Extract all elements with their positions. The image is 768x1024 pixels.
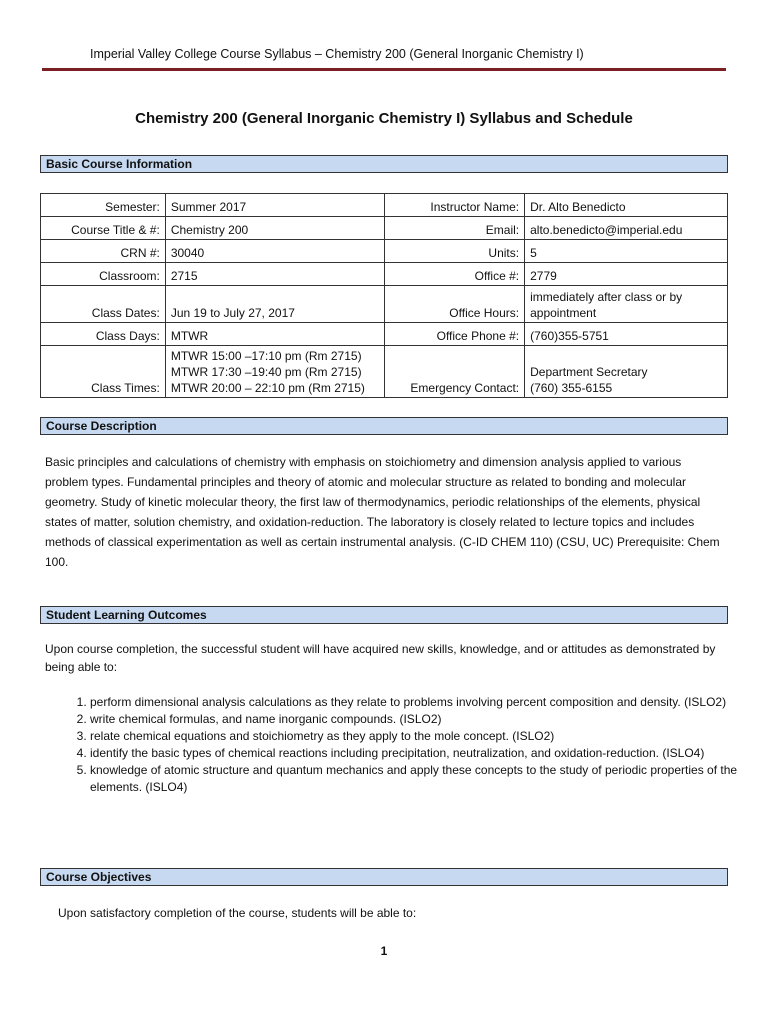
list-item: 5. knowledge of atomic structure and quantum mechanics and apply these concepts to the study of periodic properties of the elements. (ISLO4) [90,762,768,796]
learning-outcomes-intro: Upon course completion, the successful student will have acquired new skills, knowledge, and or attitudes as demonstrated by being able to: [45,642,716,674]
table-row [41,323,728,346]
running-header: Imperial Valley College Course Syllabus – Chemistry 200 (General Inorganic Chemistry I) [90,47,584,61]
info-label: Office Phone #: [385,323,525,346]
info-label: Class Days: [41,323,166,346]
table-row [41,286,728,323]
info-value: (760)355-5751 [525,323,728,346]
info-label: Instructor Name: [385,194,525,217]
info-value: 5 [525,240,728,263]
list-item: 4. identify the basic types of chemical reactions including precipitation, neutralization, and oxidation-reduction. (ISLO4) [90,745,768,762]
info-label: Email: [385,217,525,240]
list-item: 2. write chemical formulas, and name inorganic compounds. (ISLO2) [90,711,768,728]
header-rule [42,68,726,71]
table-row [41,217,728,240]
section-heading-course-objectives: Course Objectives [40,868,728,886]
info-label: Classroom: [41,263,166,286]
info-label: Office Hours: [385,286,525,323]
table-row [41,240,728,263]
table-row [41,263,728,286]
list-item: 3. relate chemical equations and stoichiometry as they apply to the mole concept. (ISLO2) [90,728,768,745]
info-label: Class Dates: [41,286,166,323]
info-value: MTWR [165,323,385,346]
info-value: 2779 [525,263,728,286]
class-time-line: MTWR 20:00 – 22:10 pm (Rm 2715) [170,381,365,395]
info-value: Chemistry 200 [165,217,385,240]
contact-line: Department Secretary [530,365,648,379]
info-value: Jun 19 to July 27, 2017 [165,286,385,323]
course-info-table [40,193,728,398]
info-label: Class Times: [41,346,166,398]
info-value: Summer 2017 [165,194,385,217]
list-item: 1. perform dimensional analysis calculations as they relate to problems involving percent composition and density. (ISLO2) [90,694,768,711]
class-times-value [165,346,385,398]
info-value: immediately after class or by appointment [525,286,728,323]
section-heading-learning-outcomes: Student Learning Outcomes [40,606,728,624]
class-time-line: MTWR 15:00 –17:10 pm (Rm 2715) [170,349,362,363]
class-time-line: MTWR 17:30 –19:40 pm (Rm 2715) [170,365,362,379]
learning-outcomes-list [45,694,768,796]
table-row [41,346,728,398]
info-value: Dr. Alto Benedicto [525,194,728,217]
info-label: Emergency Contact: [385,346,525,398]
course-objectives-intro: Upon satisfactory completion of the course, students will be able to: [58,906,417,920]
table-row [41,194,728,217]
page-number: 1 [380,944,388,958]
section-heading-course-description: Course Description [40,417,728,435]
section-heading-basic-info: Basic Course Information [40,155,728,173]
info-label: Course Title & #: [41,217,166,240]
document-title: Chemistry 200 (General Inorganic Chemistry I) Syllabus and Schedule [135,110,633,127]
info-label: Office #: [385,263,525,286]
info-label: CRN #: [41,240,166,263]
contact-line: (760) 355-6155 [530,381,613,395]
email-value: alto.benedicto@imperial.edu [525,217,728,240]
info-label: Units: [385,240,525,263]
info-label: Semester: [41,194,166,217]
emergency-contact-value [525,346,728,398]
info-value: 2715 [165,263,385,286]
course-description-text: Basic principles and calculations of chemistry with emphasis on stoichiometry and dimension analysis applied to various problem types. Fundamental principles and theory of atomic and molecular structure as related to bonding and molecular geometry. Study of kinetic molecular theory, the first law of thermodynamics, periodic relationships of the elements, physical states of matter, solution chemistry, and oxidation-reduction. The laboratory is closely related to lecture topics and includes methods of classical experimentation as well as certain instrumental analysis. (C-ID CHEM 110) (CSU, UC) Prerequisite: Chem 100. [45,455,720,569]
info-value: 30040 [165,240,385,263]
